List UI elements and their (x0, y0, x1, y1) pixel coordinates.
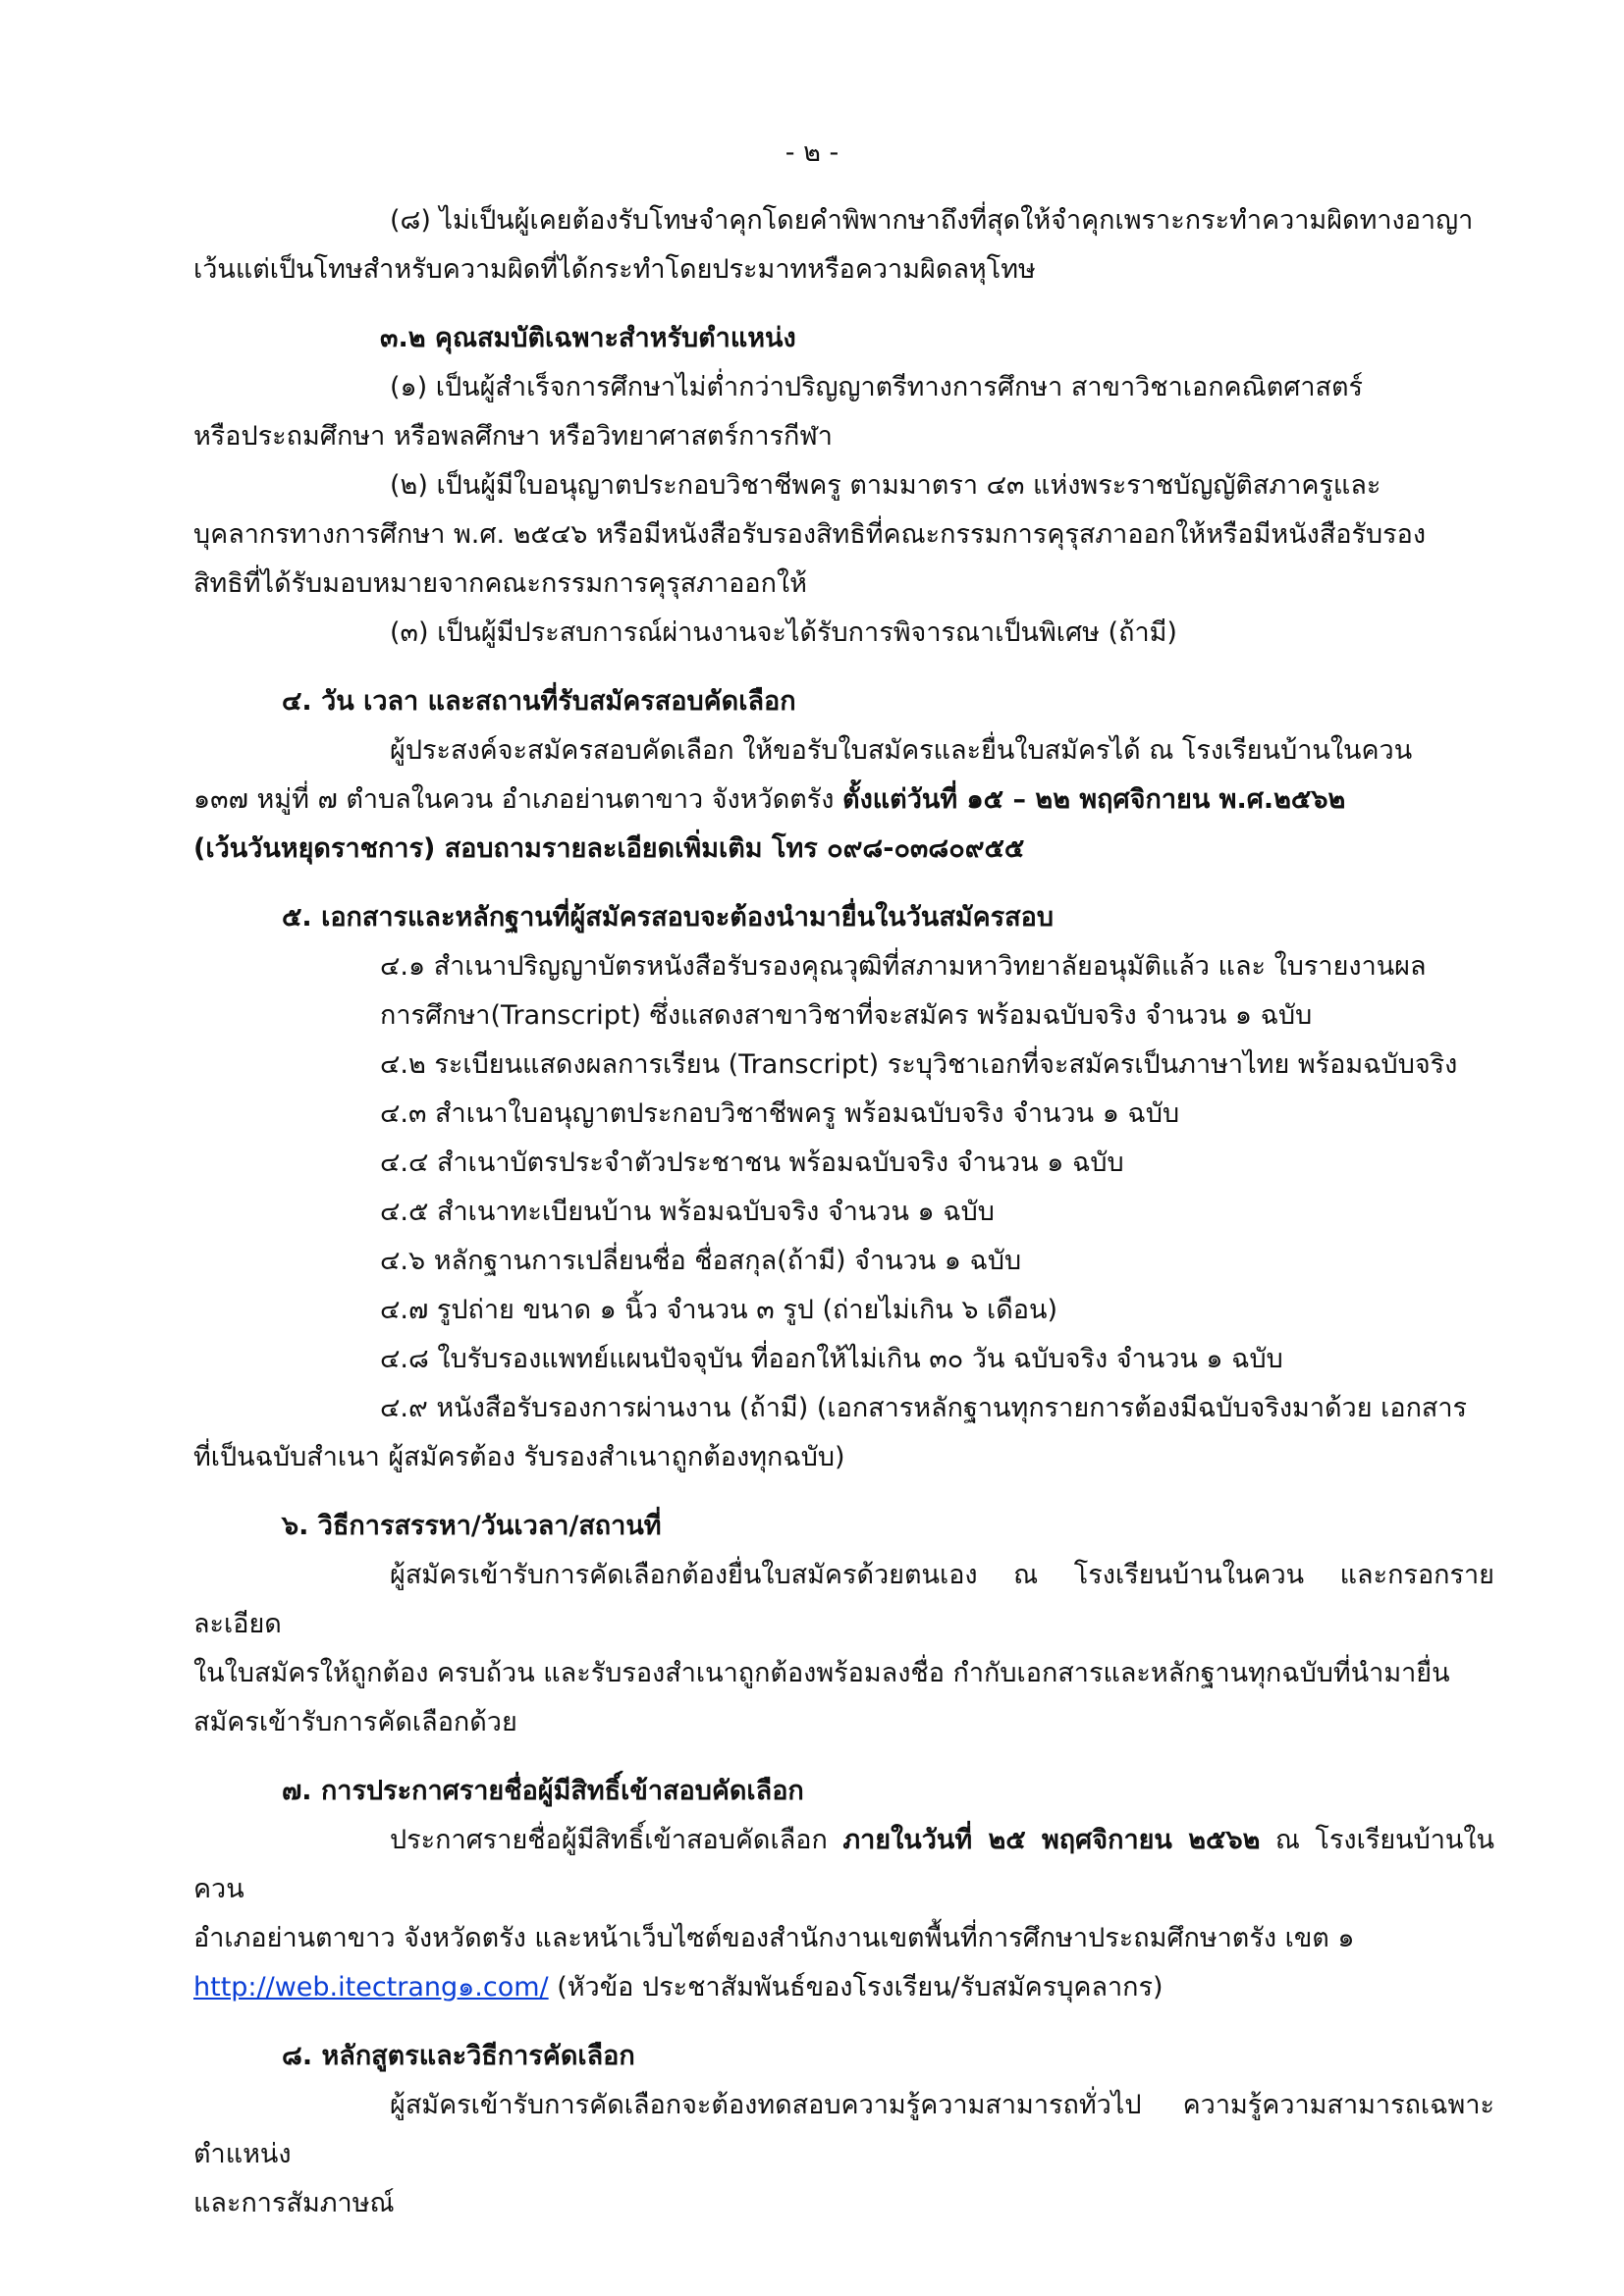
document-body (193, 196, 1494, 2228)
section-4-date-range: ตั้งแต่วันที่ ๑๕ – ๒๒ พฤศจิกายน พ.ศ.๒๕๖๒ (842, 784, 1346, 815)
section-5-item-9-line-1: ๔.๙ หนังสือรับรองการผ่านงาน (ถ้ามี) (เอกสารหลักฐานทุกรายการต้องมีฉบับจริงมาด้วย เอกสาร (380, 1393, 1468, 1423)
section-5-item-9-line-2: ที่เป็นฉบับสำเนา ผู้สมัครต้อง รับรองสำเนาถูกต้องทุกฉบับ) (193, 1442, 845, 1472)
website-link[interactable]: http://web.itectrang๑.com/ (193, 1972, 549, 2002)
section-3-2-item-1-line-2: หรือประถมศึกษา หรือพลศึกษา หรือวิทยาศาสตร์การกีฬา (193, 421, 833, 452)
section-3-2 (193, 314, 1494, 658)
para-8 (193, 196, 1494, 294)
section-8-line-2: และการสัมภาษณ์ (193, 2188, 395, 2218)
section-5-item-5: ๔.๕ สำเนาทะเบียนบ้าน พร้อมฉบับจริง จำนวน ๑ ฉบับ (380, 1197, 995, 1227)
section-3-2-item-2-line-1: (๒) เป็นผู้มีใบอนุญาตประกอบวิชาชีพครู ตามมาตรา ๔๓ แห่งพระราชบัญญัติสภาครูและ (390, 470, 1381, 501)
section-8-title: ๘. หลักสูตรและวิธีการคัดเลือก (282, 2041, 635, 2071)
section-4 (193, 677, 1494, 874)
section-4-line-1: ผู้ประสงค์จะสมัครสอบคัดเลือก ให้ขอรับใบสมัครและยื่นใบสมัครได้ ณ โรงเรียนบ้านในควน (390, 735, 1413, 766)
section-6-line-2: ในใบสมัครให้ถูกต้อง ครบถ้วน และรับรองสำเนาถูกต้องพร้อมลงชื่อ กำกับเอกสารและหลักฐานทุกฉบับที่นำมายื่น (193, 1658, 1450, 1688)
section-4-title: ๔. วัน เวลา และสถานที่รับสมัครสอบคัดเลือก (282, 686, 796, 717)
section-6 (193, 1502, 1494, 1747)
section-6-title: ๖. วิธีการสรรหา/วันเวลา/สถานที่ (282, 1511, 662, 1541)
section-3-2-title: ๓.๒ คุณสมบัติเฉพาะสำหรับตำแหน่ง (380, 323, 796, 353)
para-8-line-1: (๘) ไม่เป็นผู้เคยต้องรับโทษจำคุกโดยคำพิพากษาถึงที่สุดให้จำคุกเพราะกระทำความผิดทางอาญา (390, 205, 1474, 236)
section-3-2-item-3: (๓) เป็นผู้มีประสบการณ์ผ่านงานจะได้รับการพิจารณาเป็นพิเศษ (ถ้ามี) (390, 617, 1177, 648)
section-6-line-1: ผู้สมัครเข้ารับการคัดเลือกต้องยื่นใบสมัครด้วยตนเอง ณ โรงเรียนบ้านในควน และกรอกรายละเอียด (193, 1560, 1494, 1639)
section-5-item-2: ๔.๒ ระเบียนแสดงผลการเรียน (Transcript) ระบุวิชาเอกที่จะสมัครเป็นภาษาไทย พร้อมฉบับจริง (380, 1049, 1458, 1080)
section-7-line-2: อำเภอย่านตาขาว จังหวัดตรัง และหน้าเว็บไซต์ของสำนักงานเขตพื้นที่การศึกษาประถมศึกษาตรัง เขต ๑ (193, 1923, 1355, 1953)
section-5-item-4: ๔.๔ สำเนาบัตรประจำตัวประชาชน พร้อมฉบับจริง จำนวน ๑ ฉบับ (380, 1148, 1124, 1178)
para-8-line-2: เว้นแต่เป็นโทษสำหรับความผิดที่ได้กระทำโดยประมาทหรือความผิดลหุโทษ (193, 254, 1036, 285)
section-8 (193, 2032, 1494, 2228)
section-4-line-3: (เว้นวันหยุดราชการ) สอบถามรายละเอียดเพิ่มเติม โทร ๐๙๘-๐๓๘๐๙๕๕ (193, 833, 1025, 864)
section-7-line-3-text: (หัวข้อ ประชาสัมพันธ์ของโรงเรียน/รับสมัครบุคลากร) (548, 1972, 1164, 2002)
section-3-2-item-1-line-1: (๑) เป็นผู้สำเร็จการศึกษาไม่ต่ำกว่าปริญญาตรีทางการศึกษา สาขาวิชาเอกคณิตศาสตร์ (390, 372, 1364, 402)
section-3-2-item-2-line-2: บุคลากรทางการศึกษา พ.ศ. ๒๕๔๖ หรือมีหนังสือรับรองสิทธิที่คณะกรรมการคุรุสภาออกให้หรือมีหนังสือรับรอง (193, 519, 1427, 550)
section-7-line-1-location: ณ โรงเรียนบ้านในควน (193, 1825, 1495, 1904)
section-5-item-7: ๔.๗ รูปถ่าย ขนาด ๑ นิ้ว จำนวน ๓ รูป (ถ่ายไม่เกิน ๖ เดือน) (380, 1295, 1058, 1325)
section-5-item-1-line-2: การศึกษา(Transcript) ซึ่งแสดงสาขาวิชาที่จะสมัคร พร้อมฉบับจริง จำนวน ๑ ฉบับ (380, 1000, 1313, 1031)
section-7-line-1 (193, 1816, 1494, 1914)
section-6-line-3: สมัครเข้ารับการคัดเลือกด้วย (193, 1707, 517, 1737)
section-8-line-1: ผู้สมัครเข้ารับการคัดเลือกจะต้องทดสอบความรู้ความสามารถทั่วไป ความรู้ความสามารถเฉพาะตำแหน่ง (193, 2090, 1494, 2169)
section-7-line-3 (193, 1963, 1494, 2012)
section-5-item-8: ๔.๘ ใบรับรองแพทย์แผนปัจจุบัน ที่ออกให้ไม่เกิน ๓๐ วัน ฉบับจริง จำนวน ๑ ฉบับ (380, 1344, 1283, 1374)
section-7-deadline: ภายในวันที่ ๒๕ พฤศจิกายน ๒๕๖๒ (842, 1825, 1261, 1855)
section-5-item-6: ๔.๖ หลักฐานการเปลี่ยนชื่อ ชื่อสกุล(ถ้ามี) จำนวน ๑ ฉบับ (380, 1246, 1022, 1276)
section-7-line-1-text: ประกาศรายชื่อผู้มีสิทธิ์เข้าสอบคัดเลือก (390, 1825, 843, 1855)
section-7 (193, 1767, 1494, 2012)
section-5-item-3: ๔.๓ สำเนาใบอนุญาตประกอบวิชาชีพครู พร้อมฉบับจริง จำนวน ๑ ฉบับ (380, 1098, 1180, 1129)
section-3-2-item-2-line-3: สิทธิที่ได้รับมอบหมายจากคณะกรรมการคุรุสภาออกให้ (193, 568, 807, 599)
section-5-item-1-line-1: ๔.๑ สำเนาปริญญาบัตรหนังสือรับรองคุณวุฒิที่สภามหาวิทยาลัยอนุมัติแล้ว และ ใบรายงานผล (380, 951, 1427, 982)
section-7-title: ๗. การประกาศรายชื่อผู้มีสิทธิ์เข้าสอบคัดเลือก (282, 1776, 804, 1806)
section-4-line-2-text: ๑๓๗ หมู่ที่ ๗ ตำบลในควน อำเภอย่านตาขาว จังหวัดตรัง (193, 784, 843, 815)
section-5 (193, 893, 1494, 1482)
section-5-title: ๕. เอกสารและหลักฐานที่ผู้สมัครสอบจะต้องนำมายื่นในวันสมัครสอบ (282, 902, 1055, 933)
page-number: - ๒ - (785, 137, 839, 168)
section-4-line-2 (193, 775, 1494, 825)
